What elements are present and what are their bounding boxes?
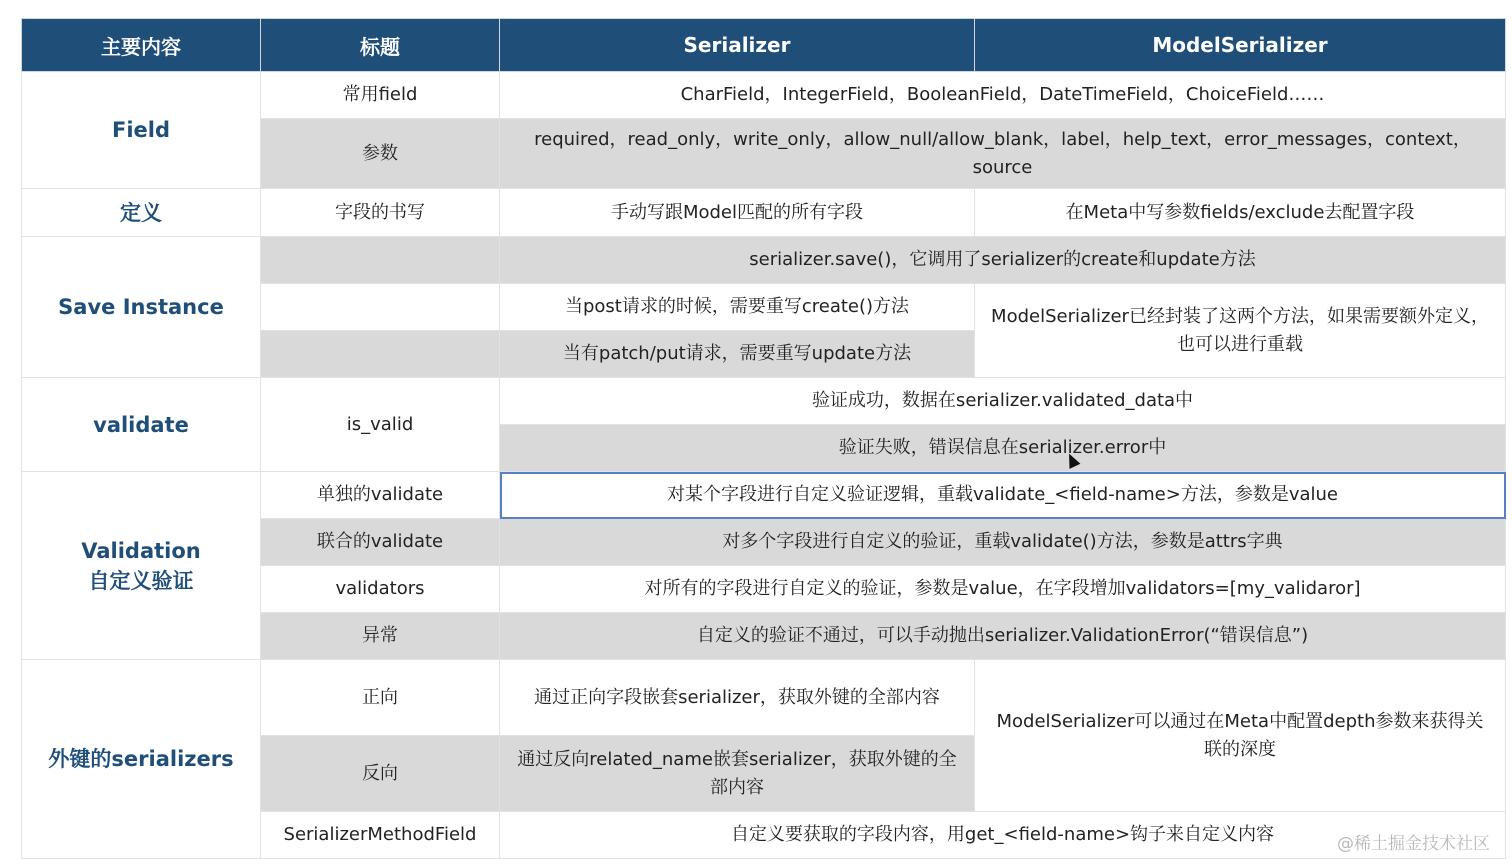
cell-save-patch-put: 当有patch/put请求，需要重写update方法: [500, 331, 975, 378]
cell-forward-serializer: 通过正向字段嵌套serializer，获取外键的全部内容: [500, 660, 975, 736]
row-title-validators: validators: [261, 566, 500, 613]
table-row: [22, 72, 1506, 119]
table-row: [22, 237, 1506, 284]
row-title-is-valid: is_valid: [261, 378, 500, 472]
row-title-single-validate: 单独的validate: [261, 472, 500, 519]
header-model-serializer: ModelSerializer: [975, 19, 1506, 72]
cell-validate-success: 验证成功，数据在serializer.validated_data中: [500, 378, 1506, 425]
category-definition: 定义: [22, 189, 261, 237]
cell-joint-validate: 对多个字段进行自定义的验证，重载validate()方法，参数是attrs字典: [500, 519, 1506, 566]
row-title-empty: [261, 331, 500, 378]
cell-params-text: required，read_only，write_only，allow_null/allow_blank，label，help_text，error_messages，context，source: [500, 119, 1506, 189]
header-row: [22, 19, 1506, 72]
cell-serializer-method-field: 自定义要获取的字段内容，用get_<field-name>钩子来自定义内容: [500, 812, 1506, 859]
row-title-empty: [261, 284, 500, 331]
table-row: [22, 472, 1506, 519]
row-title-forward: 正向: [261, 660, 500, 736]
cell-common-field-text: CharField，IntegerField，BooleanField，DateTimeField，ChoiceField……: [500, 72, 1506, 119]
cell-reverse-serializer: 通过反向related_name嵌套serializer，获取外键的全部内容: [500, 736, 975, 812]
row-title-serializer-method-field: SerializerMethodField: [261, 812, 500, 859]
header-title: 标题: [261, 19, 500, 72]
cell-single-validate-selected[interactable]: 对某个字段进行自定义验证逻辑，重载validate_<field-name>方法，参数是value: [500, 472, 1506, 519]
table-row: [22, 378, 1506, 425]
cell-save-text: serializer.save()，它调用了serializer的create和update方法: [500, 237, 1506, 284]
row-title-joint-validate: 联合的validate: [261, 519, 500, 566]
serializer-comparison-table: [21, 18, 1506, 859]
watermark: @稀土掘金技术社区: [1337, 834, 1490, 854]
category-save-instance: Save Instance: [22, 237, 261, 378]
header-serializer: Serializer: [500, 19, 975, 72]
row-title-common-field: 常用field: [261, 72, 500, 119]
cell-validate-failure: 验证失败，错误信息在serializer.error中: [500, 425, 1506, 472]
cell-save-model-serializer: ModelSerializer已经封装了这两个方法，如果需要额外定义，也可以进行重载: [975, 284, 1506, 378]
row-title-exception: 异常: [261, 613, 500, 660]
row-title-reverse: 反向: [261, 736, 500, 812]
category-validation-line2: 自定义验证: [88, 568, 194, 593]
cell-exception: 自定义的验证不通过，可以手动抛出serializer.ValidationError(“错误信息”): [500, 613, 1506, 660]
cell-definition-serializer: 手动写跟Model匹配的所有字段: [500, 189, 975, 237]
table-row: [22, 660, 1506, 736]
category-foreign-key: 外键的serializers: [22, 660, 261, 859]
category-validation: [22, 472, 261, 660]
category-validation-line1: Validation: [81, 538, 201, 563]
header-main-content: 主要内容: [22, 19, 261, 72]
cell-foreign-key-model-serializer: ModelSerializer可以通过在Meta中配置depth参数来获得关联的深度: [975, 660, 1506, 812]
category-field: Field: [22, 72, 261, 189]
row-title-params: 参数: [261, 119, 500, 189]
cell-save-post: 当post请求的时候，需要重写create()方法: [500, 284, 975, 331]
cell-validators: 对所有的字段进行自定义的验证，参数是value，在字段增加validators=[my_validaror]: [500, 566, 1506, 613]
cell-definition-model-serializer: 在Meta中写参数fields/exclude去配置字段: [975, 189, 1506, 237]
comparison-table-container: [21, 18, 1505, 858]
table-row: [22, 189, 1506, 237]
row-title-empty: [261, 237, 500, 284]
category-validate: validate: [22, 378, 261, 472]
row-title-field-writing: 字段的书写: [261, 189, 500, 237]
